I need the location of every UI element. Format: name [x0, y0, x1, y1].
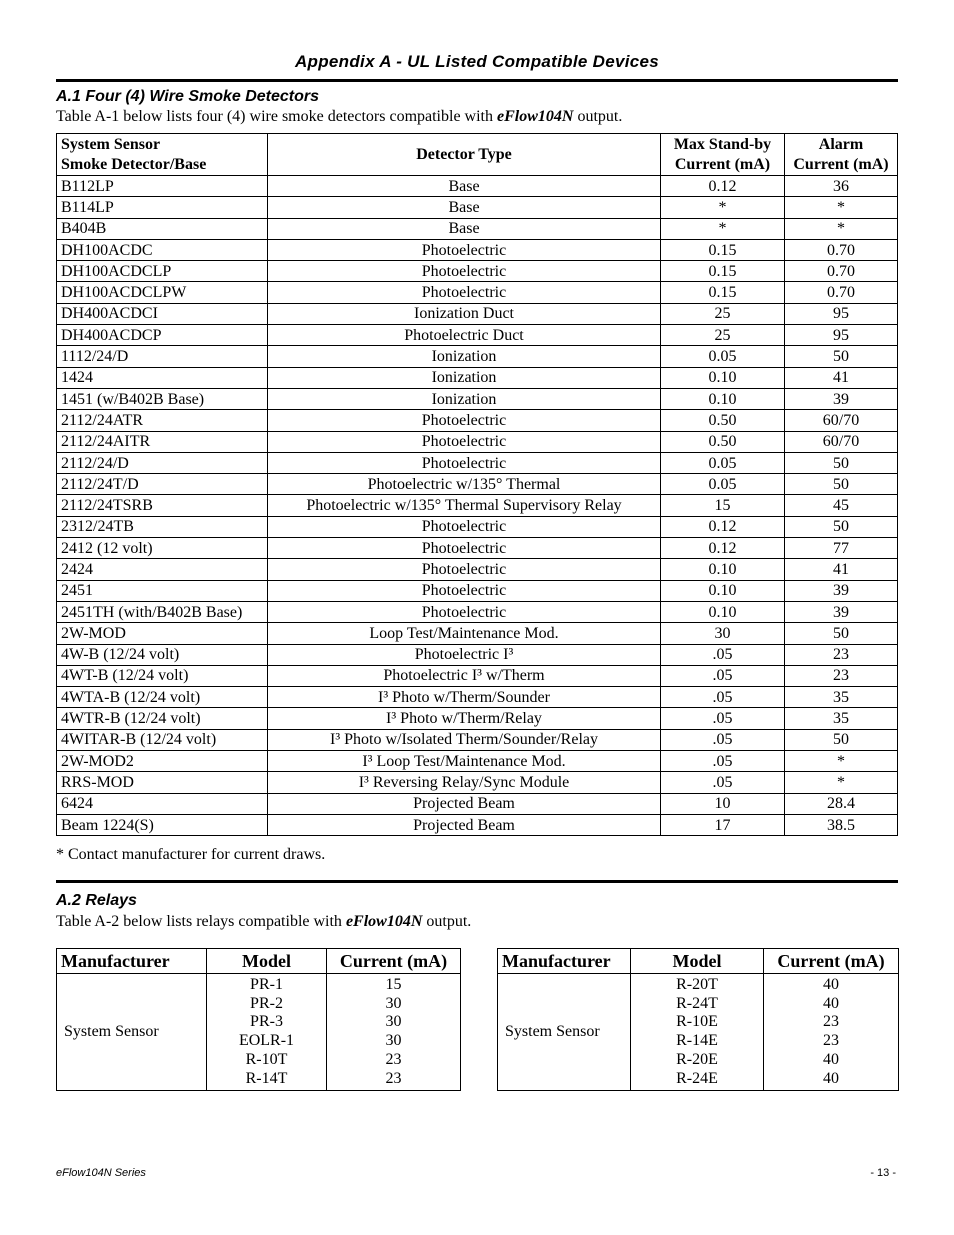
cell-alarm-current: 50 — [785, 623, 898, 644]
cell-model: 1451 (w/B402B Base) — [57, 388, 268, 409]
cell-standby-current: 0.05 — [661, 474, 785, 495]
cell-alarm-current: 95 — [785, 303, 898, 324]
cell-alarm-current: 39 — [785, 388, 898, 409]
cell-model: 1424 — [57, 367, 268, 388]
cell-standby-current: .05 — [661, 708, 785, 729]
relay-current: 23 — [385, 1069, 402, 1087]
section-a1-heading: A.1 Four (4) Wire Smoke Detectors — [56, 88, 320, 105]
cell-model: B114LP — [57, 197, 268, 218]
relay-model: R-24E — [676, 1069, 718, 1087]
relay-model: PR-2 — [250, 994, 283, 1012]
relay-current: 23 — [823, 1032, 839, 1050]
cell-model: 4WTR-B (12/24 volt) — [57, 708, 268, 729]
cell-standby-current: 15 — [661, 495, 785, 516]
relay-current: 30 — [385, 1013, 402, 1031]
header-line: Current (mA) — [674, 155, 771, 173]
table-row — [57, 176, 898, 197]
cell-detector-type: I³ Loop Test/Maintenance Mod. — [268, 751, 661, 772]
table-footnote: * Contact manufacturer for current draws. — [56, 846, 326, 863]
cell-model: RRS-MOD — [57, 772, 268, 793]
intro-text-end: output. — [422, 913, 472, 930]
cell-standby-current: .05 — [661, 729, 785, 750]
cell-detector-type: Photoelectric I³ w/Therm — [268, 665, 661, 686]
relay-current: 40 — [823, 1050, 839, 1068]
cell-standby-current: 0.15 — [661, 261, 785, 282]
cell-detector-type: I³ Photo w/Therm/Relay — [268, 708, 661, 729]
cell-detector-type: Photoelectric I³ — [268, 644, 661, 665]
cell-detector-type: Photoelectric Duct — [268, 325, 661, 346]
cell-alarm-current: 60/70 — [785, 431, 898, 452]
cell-detector-type: Photoelectric — [268, 282, 661, 303]
table-row — [57, 218, 898, 239]
cell-alarm-current: 23 — [785, 665, 898, 686]
header-line: Alarm — [818, 135, 864, 153]
cell-standby-current: .05 — [661, 687, 785, 708]
cell-standby-current: .05 — [661, 644, 785, 665]
table-row — [57, 282, 898, 303]
table-row — [57, 644, 898, 665]
footer-page-number: - 13 - — [870, 1167, 896, 1179]
table-row — [57, 474, 898, 495]
cell-detector-type: Photoelectric — [268, 261, 661, 282]
cell-model: 2112/24T/D — [57, 474, 268, 495]
cell-model: 2112/24TSRB — [57, 495, 268, 516]
cell-standby-current: .05 — [661, 772, 785, 793]
table-header-row — [57, 134, 898, 176]
header-line: Current (mA) — [793, 155, 889, 173]
cell-detector-type: Projected Beam — [268, 793, 661, 814]
relay-model: PR-1 — [250, 976, 283, 993]
header-line: System Sensor — [61, 135, 161, 153]
table-row — [57, 197, 898, 218]
cell-alarm-current: * — [785, 772, 898, 793]
relay-current: 23 — [385, 1050, 402, 1068]
cell-model: 4WTA-B (12/24 volt) — [57, 687, 268, 708]
table-row — [57, 751, 898, 772]
header-model: Model — [631, 949, 764, 974]
table-row — [57, 516, 898, 537]
cell-model: 4WT-B (12/24 volt) — [57, 665, 268, 686]
cell-detector-type: Base — [268, 176, 661, 197]
relay-model: PR-3 — [250, 1013, 283, 1031]
cell-model: DH400ACDCI — [57, 303, 268, 324]
relay-model: EOLR-1 — [238, 1032, 295, 1050]
cell-model: 2112/24AITR — [57, 431, 268, 452]
section-a1-intro — [56, 108, 622, 126]
relay-model: R-10T — [245, 1050, 288, 1068]
table-row — [57, 367, 898, 388]
cell-alarm-current: 0.70 — [785, 282, 898, 303]
table-row — [57, 325, 898, 346]
cell-alarm-current: * — [785, 197, 898, 218]
cell-model: DH100ACDC — [57, 239, 268, 260]
table-row — [57, 729, 898, 750]
table-row — [57, 261, 898, 282]
cell-alarm-current: 0.70 — [785, 261, 898, 282]
cell-standby-current: 0.05 — [661, 346, 785, 367]
cell-standby-current: 0.50 — [661, 431, 785, 452]
relay-model: R-10E — [676, 1013, 718, 1031]
cell-model: 4WITAR-B (12/24 volt) — [57, 729, 268, 750]
relay-model: R-14E — [676, 1032, 718, 1050]
relay-model: R-14T — [245, 1069, 288, 1087]
cell-detector-type: I³ Photo w/Therm/Sounder — [268, 687, 661, 708]
cell-model: 2W-MOD — [57, 623, 268, 644]
cell-model: 2W-MOD2 — [57, 751, 268, 772]
cell-alarm-current: 60/70 — [785, 410, 898, 431]
cell-detector-type: Ionization — [268, 388, 661, 409]
smoke-detector-table — [56, 133, 898, 836]
cell-detector-type: Base — [268, 197, 661, 218]
page-title: Appendix A - UL Listed Compatible Devices — [294, 52, 659, 71]
cell-detector-type: Ionization — [268, 346, 661, 367]
header-alarm-current — [785, 134, 898, 176]
relay-model: R-20T — [676, 976, 718, 993]
cell-model: 4W-B (12/24 volt) — [57, 644, 268, 665]
relay-table-right — [497, 948, 899, 1091]
relay-models — [207, 974, 327, 1091]
cell-standby-current: 0.12 — [661, 538, 785, 559]
relay-row — [498, 974, 899, 1091]
intro-text-end: output. — [573, 108, 623, 125]
relay-model: R-24T — [676, 994, 718, 1012]
section-a2-heading: A.2 Relays — [56, 892, 137, 909]
relay-currents — [327, 974, 461, 1091]
footer-product-series: eFlow104N Series — [56, 1167, 146, 1179]
cell-alarm-current: 35 — [785, 708, 898, 729]
relay-current: 40 — [823, 976, 839, 993]
cell-model: 2112/24ATR — [57, 410, 268, 431]
relay-model: R-20E — [676, 1050, 718, 1068]
cell-standby-current: 0.15 — [661, 239, 785, 260]
cell-standby-current: 17 — [661, 814, 785, 835]
cell-detector-type: Base — [268, 218, 661, 239]
cell-model: DH100ACDCLPW — [57, 282, 268, 303]
table-row — [57, 388, 898, 409]
cell-alarm-current: 39 — [785, 601, 898, 622]
header-current: Current (mA) — [327, 949, 461, 974]
cell-detector-type: Photoelectric — [268, 452, 661, 473]
cell-alarm-current: 41 — [785, 559, 898, 580]
header-line: Max Stand-by — [673, 135, 772, 153]
table-row — [57, 538, 898, 559]
table-row — [57, 431, 898, 452]
cell-alarm-current: 45 — [785, 495, 898, 516]
cell-model: Beam 1224(S) — [57, 814, 268, 835]
table-row — [57, 580, 898, 601]
relay-current: 30 — [385, 994, 402, 1012]
cell-alarm-current: 28.4 — [785, 793, 898, 814]
cell-detector-type: I³ Reversing Relay/Sync Module — [268, 772, 661, 793]
cell-standby-current: 0.12 — [661, 516, 785, 537]
cell-detector-type: Photoelectric — [268, 239, 661, 260]
table-row — [57, 601, 898, 622]
cell-standby-current: 0.10 — [661, 601, 785, 622]
cell-alarm-current: 41 — [785, 367, 898, 388]
section-rule — [56, 880, 898, 883]
cell-model: 2412 (12 volt) — [57, 538, 268, 559]
relay-table-left — [56, 948, 461, 1091]
cell-standby-current: 0.50 — [661, 410, 785, 431]
header-detector-type: Detector Type — [268, 134, 661, 176]
cell-model: 2451 — [57, 580, 268, 601]
header-standby-current — [661, 134, 785, 176]
cell-alarm-current: * — [785, 218, 898, 239]
cell-detector-type: Photoelectric — [268, 601, 661, 622]
cell-model: 2451TH (with/B402B Base) — [57, 601, 268, 622]
title-rule — [56, 79, 898, 82]
table-row — [57, 623, 898, 644]
relay-current: 15 — [385, 976, 402, 993]
table-row — [57, 708, 898, 729]
cell-detector-type: Loop Test/Maintenance Mod. — [268, 623, 661, 644]
relay-models — [631, 974, 764, 1091]
table-row — [57, 559, 898, 580]
cell-alarm-current: 95 — [785, 325, 898, 346]
cell-model: 2424 — [57, 559, 268, 580]
cell-model: DH400ACDCP — [57, 325, 268, 346]
cell-detector-type: Photoelectric — [268, 431, 661, 452]
table-row — [57, 495, 898, 516]
relay-header-row — [57, 949, 461, 974]
cell-alarm-current: 50 — [785, 474, 898, 495]
cell-model: 6424 — [57, 793, 268, 814]
table-row — [57, 665, 898, 686]
cell-standby-current: 0.10 — [661, 367, 785, 388]
table-row — [57, 793, 898, 814]
cell-alarm-current: 38.5 — [785, 814, 898, 835]
cell-detector-type: Photoelectric — [268, 410, 661, 431]
cell-model: DH100ACDCLP — [57, 261, 268, 282]
header-manufacturer: Manufacturer — [57, 949, 207, 974]
relay-manufacturer: System Sensor — [57, 974, 207, 1091]
cell-detector-type: Ionization — [268, 367, 661, 388]
cell-standby-current: 0.15 — [661, 282, 785, 303]
cell-alarm-current: 50 — [785, 452, 898, 473]
cell-alarm-current: 50 — [785, 729, 898, 750]
table-row — [57, 814, 898, 835]
table-row — [57, 410, 898, 431]
cell-alarm-current: 36 — [785, 176, 898, 197]
cell-detector-type: I³ Photo w/Isolated Therm/Sounder/Relay — [268, 729, 661, 750]
intro-text: Table A-2 below lists relays compatible with — [56, 913, 346, 930]
table-row — [57, 772, 898, 793]
product-name: eFlow104N — [497, 108, 574, 125]
cell-detector-type: Photoelectric — [268, 516, 661, 537]
relay-current: 40 — [823, 1069, 839, 1087]
product-name: eFlow104N — [345, 913, 423, 930]
cell-detector-type: Projected Beam — [268, 814, 661, 835]
cell-standby-current: 0.10 — [661, 388, 785, 409]
cell-detector-type: Photoelectric — [268, 559, 661, 580]
relay-manufacturer: System Sensor — [498, 974, 631, 1091]
cell-alarm-current: 39 — [785, 580, 898, 601]
cell-standby-current: .05 — [661, 751, 785, 772]
cell-detector-type: Photoelectric — [268, 538, 661, 559]
cell-model: B404B — [57, 218, 268, 239]
cell-model: 1112/24/D — [57, 346, 268, 367]
cell-standby-current: 10 — [661, 793, 785, 814]
cell-standby-current: .05 — [661, 665, 785, 686]
cell-standby-current: 30 — [661, 623, 785, 644]
relay-current: 23 — [823, 1013, 839, 1031]
intro-text: Table A-1 below lists four (4) wire smoke detectors compatible with — [56, 108, 497, 125]
relay-current: 30 — [385, 1032, 402, 1050]
cell-model: B112LP — [57, 176, 268, 197]
cell-alarm-current: 0.70 — [785, 239, 898, 260]
cell-model: 2312/24TB — [57, 516, 268, 537]
cell-alarm-current: 77 — [785, 538, 898, 559]
table-row — [57, 303, 898, 324]
header-model: Model — [207, 949, 327, 974]
cell-detector-type: Ionization Duct — [268, 303, 661, 324]
table-row — [57, 687, 898, 708]
cell-alarm-current: 50 — [785, 516, 898, 537]
table-row — [57, 452, 898, 473]
cell-standby-current: 0.12 — [661, 176, 785, 197]
cell-detector-type: Photoelectric — [268, 580, 661, 601]
relay-header-row — [498, 949, 899, 974]
cell-detector-type: Photoelectric w/135° Thermal — [268, 474, 661, 495]
cell-alarm-current: * — [785, 751, 898, 772]
cell-standby-current: 0.05 — [661, 452, 785, 473]
section-a2-intro — [56, 913, 471, 931]
cell-alarm-current: 35 — [785, 687, 898, 708]
cell-standby-current: 25 — [661, 325, 785, 346]
cell-standby-current: 0.10 — [661, 580, 785, 601]
smoke-detector-table-body — [57, 176, 898, 836]
cell-detector-type: Photoelectric w/135° Thermal Supervisory Relay — [268, 495, 661, 516]
cell-standby-current: 0.10 — [661, 559, 785, 580]
cell-standby-current: * — [661, 218, 785, 239]
header-manufacturer: Manufacturer — [498, 949, 631, 974]
relay-currents — [764, 974, 899, 1091]
table-row — [57, 239, 898, 260]
relay-current: 40 — [823, 994, 839, 1012]
cell-alarm-current: 23 — [785, 644, 898, 665]
table-row — [57, 346, 898, 367]
cell-standby-current: * — [661, 197, 785, 218]
header-current: Current (mA) — [764, 949, 899, 974]
cell-model: 2112/24/D — [57, 452, 268, 473]
cell-standby-current: 25 — [661, 303, 785, 324]
header-detector-base — [57, 134, 268, 176]
cell-alarm-current: 50 — [785, 346, 898, 367]
relay-row — [57, 974, 461, 1091]
header-line: Smoke Detector/Base — [61, 155, 207, 173]
